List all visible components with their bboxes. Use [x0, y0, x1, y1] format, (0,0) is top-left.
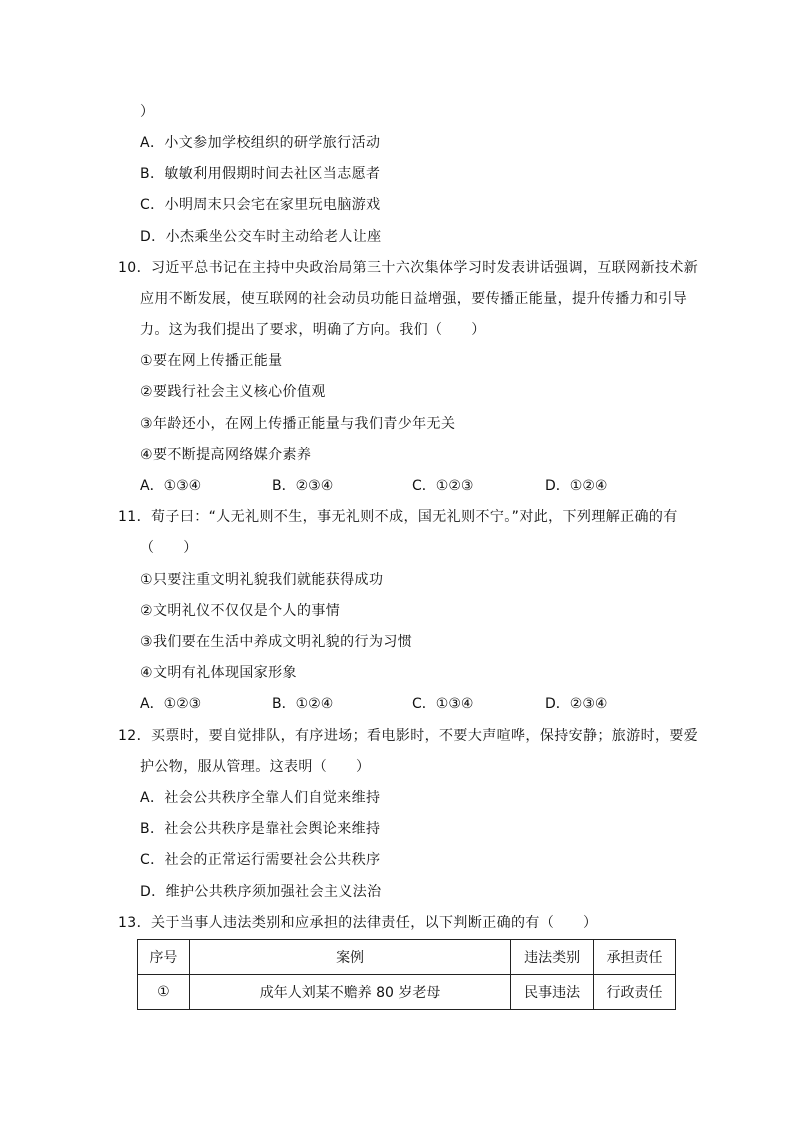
q10-item-3: ③年龄还小，在网上传播正能量与我们青少年无关 [140, 416, 456, 432]
q10-choice-b: B．②③④ [272, 478, 334, 494]
table-row [138, 975, 676, 1010]
q10-item-2: ②要践行社会主义核心价值观 [140, 384, 326, 400]
q13-stem: 13．关于当事人违法类别和应承担的法律责任，以下判断正确的有（ ） [118, 915, 598, 931]
q11-choice-c: C．①③④ [412, 696, 474, 712]
table-header-row [138, 940, 676, 975]
q12-option-c: C．社会的正常运行需要社会公共秩序 [140, 852, 381, 868]
q9-stem-tail: ） [140, 104, 155, 120]
q11-stem-line-1: 11．荀子曰：“人无礼则不生，事无礼则不成，国无礼则不宁。”对此，下列理解正确的有 [118, 509, 678, 525]
q11-stem-line-2: （ ） [140, 540, 198, 556]
q11-item-3: ③我们要在生活中养成文明礼貌的行为习惯 [140, 634, 413, 650]
q10-item-1: ①要在网上传播正能量 [140, 353, 283, 369]
q10-choice-d: D．①②④ [545, 478, 608, 494]
q9-option-a: A．小文参加学校组织的研学旅行活动 [140, 135, 381, 151]
q11-item-2: ②文明礼仪不仅仅是个人的事情 [140, 603, 341, 619]
q12-stem-line-2: 护公物，服从管理。这表明（ ） [140, 759, 371, 775]
q9-option-d: D．小杰乘坐公交车时主动给老人让座 [140, 229, 382, 245]
cell-case: 成年人刘某不赡养 80 岁老母 [189, 975, 510, 1010]
q12-option-a: A．社会公共秩序全靠人们自觉来维持 [140, 790, 381, 806]
header-violation-type: 违法类别 [511, 940, 594, 975]
q10-stem-line-1: 10．习近平总书记在主持中央政治局第三十六次集体学习时发表讲话强调，互联网新技术新 [118, 260, 699, 276]
q10-stem-line-3: 力。这为我们提出了要求，明确了方向。我们（ ） [140, 322, 486, 338]
cell-violation-type: 民事违法 [511, 975, 594, 1010]
q10-item-4: ④要不断提高网络媒介素养 [140, 447, 312, 463]
header-index: 序号 [138, 940, 190, 975]
cell-liability: 行政责任 [594, 975, 676, 1010]
q11-choice-d: D．②③④ [545, 696, 608, 712]
q11-choice-b: B．①②④ [272, 696, 334, 712]
q11-item-1: ①只要注重文明礼貌我们就能获得成功 [140, 572, 384, 588]
q9-option-c: C．小明周末只会宅在家里玩电脑游戏 [140, 197, 381, 213]
cell-index: ① [138, 975, 190, 1010]
q12-option-b: B．社会公共秩序是靠社会舆论来维持 [140, 821, 381, 837]
q12-option-d: D．维护公共秩序须加强社会主义法治 [140, 884, 382, 900]
q11-item-4: ④文明有礼体现国家形象 [140, 665, 297, 681]
q11-choice-a: A．①②③ [140, 696, 202, 712]
q10-choice-c: C．①②③ [412, 478, 474, 494]
header-case: 案例 [189, 940, 510, 975]
law-responsibility-table [137, 939, 676, 1010]
q10-stem-line-2: 应用不断发展，使互联网的社会动员功能日益增强，要传播正能量，提升传播力和引导 [140, 291, 688, 307]
q10-choice-a: A．①③④ [140, 478, 202, 494]
q9-option-b: B．敏敏利用假期时间去社区当志愿者 [140, 166, 381, 182]
q12-stem-line-1: 12．买票时，要自觉排队，有序进场；看电影时，不要大声喧哗，保持安静；旅游时，要爱 [118, 728, 699, 744]
header-liability: 承担责任 [594, 940, 676, 975]
